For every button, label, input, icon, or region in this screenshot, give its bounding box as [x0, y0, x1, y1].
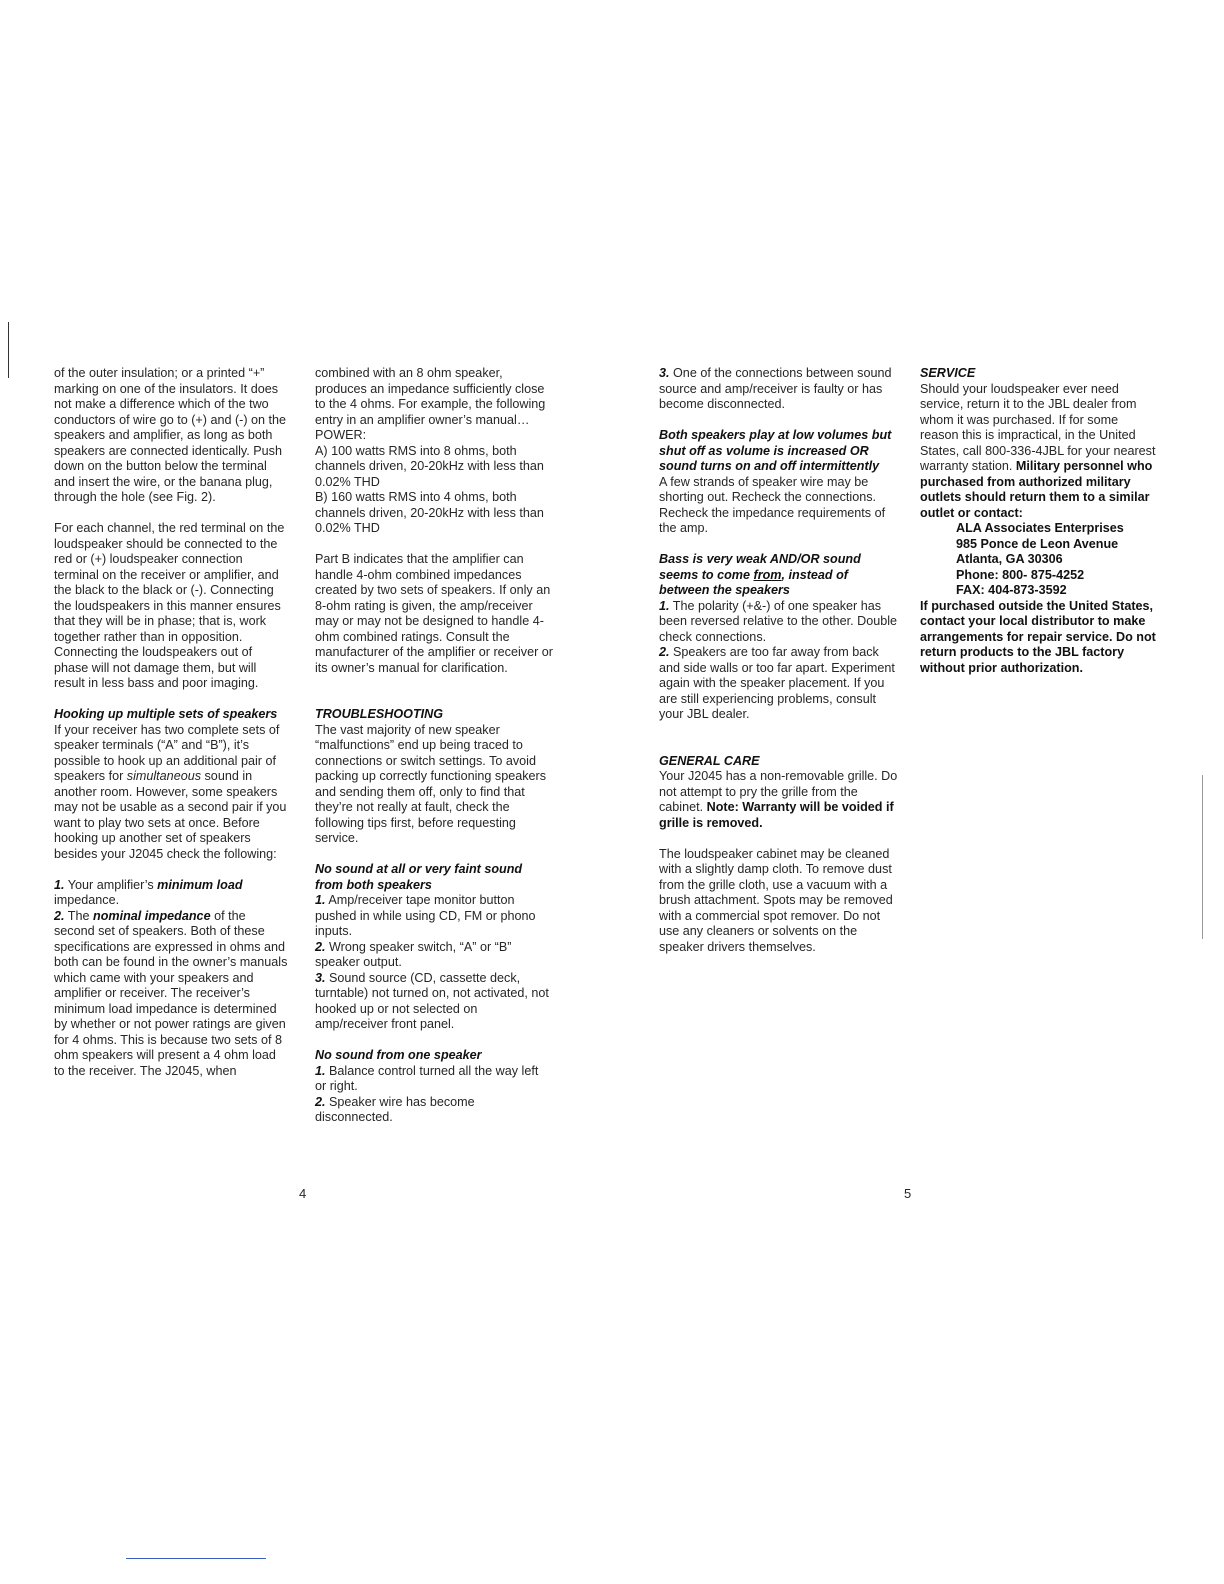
- address-fax: FAX: 404-873-3592: [956, 583, 1067, 597]
- paragraph-troubleshooting: The vast majority of new speaker “malfunctions” end up being traced to connections or switch settings. To avoid packing up correctly functioning speakers and sending them off, only to find that they’re not really at fault, check the following tips first, before requesting service.: [315, 722, 547, 845]
- address-street: 985 Ponce de Leon Avenue: [956, 536, 1119, 551]
- list-item-wire-disconnected: 2. Speaker wire has become disconnected.: [315, 1094, 475, 1124]
- power-spec-a: A) 100 watts RMS into 8 ohms, both channels driven, 20-20kHz with less than 0.02% THD: [315, 443, 544, 489]
- list-item-placement: 2. Speakers are too far away from back and side walls or too far apart. Experiment again with the speaker placement. If you are still experiencing problems, consult your JBL dealer.: [659, 645, 895, 721]
- heading-troubleshooting: TROUBLESHOOTING: [315, 707, 444, 721]
- paragraph-low-volume: A few strands of speaker wire may be shorting out. Recheck the connections. Recheck the impedance requirements of the amp.: [659, 474, 886, 535]
- column-3: [659, 366, 899, 971]
- column-1: [54, 366, 288, 1079]
- list-item-balance: 1. Balance control turned all the way left or right.: [315, 1063, 539, 1093]
- paragraph-multiple-speakers: If your receiver has two complete sets of speaker terminals (“A” and “B”), it’s possible to hook up an additional pair of speakers for simultaneous sound in another room. However, some speakers may not be usable as a second pair if you want to play two sets at once. Before hooking up another set of speakers besides your J2045 check the following:: [54, 722, 287, 861]
- page-number-left: 4: [299, 1186, 307, 1201]
- right-edge-mark: [1202, 775, 1203, 939]
- list-item-polarity: 1. The polarity (+&-) of one speaker has been reversed relative to the other. Double check connections.: [659, 598, 898, 644]
- list-item-tape-monitor: 1. Amp/receiver tape monitor button pushed in while using CD, FM or phono inputs.: [315, 893, 536, 938]
- paragraph-wiring-polarity: of the outer insulation; or a printed “+” marking on one of the insulators. It does not make a difference which of the two conductors of wire go to (+) and (-) on the speakers and amplifier, as long as both speakers are connected identically. Push down on the button below the terminal and insert the wire, or the banana plug, through the hole (see Fig. 2).: [54, 366, 287, 504]
- address-company: ALA Associates Enterprises: [956, 521, 1124, 535]
- heading-no-sound-one-speaker: No sound from one speaker: [315, 1048, 482, 1062]
- heading-no-sound: No sound at all or very faint sound from both speakers: [315, 862, 523, 892]
- paragraph-grille: Your J2045 has a non-removable grille. Do not attempt to pry the grille from the cabinet. Note: Warranty will be voided if grille is removed.: [659, 769, 898, 830]
- bottom-link-line: [126, 1558, 266, 1559]
- address-city: Atlanta, GA 30306: [956, 552, 1063, 566]
- paragraph-outside-us: If purchased outside the United States, contact your local distributor to make arrangements for repair service. Do not return products to the JBL factory without prior authorization.: [920, 598, 1156, 675]
- address-phone: Phone: 800- 875-4252: [956, 567, 1085, 582]
- heading-multiple-speakers: Hooking up multiple sets of speakers: [54, 707, 278, 721]
- power-label: POWER:: [315, 428, 367, 442]
- list-item-nominal-impedance: 2. The nominal impedance of the second set of speakers. Both of these specifications are expressed in ohms and both can be found in the owner’s manuals which came with your speakers and amplifier or receiver. The receiver’s minimum load impedance is determined by whether or not power ratings are given for 4 ohms. This is because two sets of 8 ohm speakers will present a 4 ohm load to the receiver. The J2045, when: [54, 908, 288, 1078]
- list-item-connection-faulty: 3. One of the connections between sound source and amp/receiver is faulty or has become disconnected.: [659, 366, 892, 411]
- heading-low-volume: Both speakers play at low volumes but shut off as volume is increased OR sound turns on and off intermittently: [659, 428, 892, 473]
- power-spec-b: B) 160 watts RMS into 4 ohms, both channels driven, 20-20kHz with less than 0.02% THD: [315, 490, 544, 535]
- heading-general-care: GENERAL CARE: [659, 753, 760, 768]
- page-number-right: 5: [904, 1186, 912, 1201]
- paragraph-channel-connection: For each channel, the red terminal on the loudspeaker should be connected to the red or (+) loudspeaker connection terminal on the receiver or amplifier, and the black to the black or (-). Connecting the loudspeakers in this manner ensures that they will be in phase; that is, work together rather than in opposition. Connecting the loudspeakers out of phase will not damage them, but will result in less bass and poor imaging.: [54, 521, 285, 690]
- list-item-sound-source: 3. Sound source (CD, cassette deck, turntable) not turned on, not activated, not hooked up or not selected on amp/receiver front panel.: [315, 970, 549, 1031]
- list-item-speaker-switch: 2. Wrong speaker switch, “A” or “B” speaker output.: [315, 939, 512, 969]
- column-4: [920, 366, 1160, 676]
- heading-weak-bass: Bass is very weak AND/OR sound seems to come from, instead of between the speakers: [659, 552, 861, 597]
- heading-service: SERVICE: [920, 366, 976, 380]
- paragraph-part-b: Part B indicates that the amplifier can handle 4-ohm combined impedances created by two sets of speakers. If only an 8-ohm rating is given, the amp/receiver may or may not be designed to handle 4-ohm combined ratings. Consult the manufacturer of the amplifier or receiver or its owner’s manual for clarification.: [315, 552, 553, 675]
- list-item-minimum-load: 1. Your amplifier’s minimum load impedance.: [54, 877, 243, 907]
- column-2: [315, 366, 553, 1126]
- paragraph-combined-impedance: combined with an 8 ohm speaker, produces an impedance sufficiently close to the 4 ohms. For example, the following entry in an amplifier owner’s manual…: [315, 366, 546, 427]
- paragraph-cleaning: The loudspeaker cabinet may be cleaned with a slightly damp cloth. To remove dust from the grille cloth, use a vacuum with a brush attachment. Spots may be removed with a commercial spot remover. Do not use any cleaners or solvents on the speaker drivers themselves.: [659, 846, 893, 954]
- paragraph-service: Should your loudspeaker ever need service, return it to the JBL dealer from whom it was purchased. If for some reason this is impractical, in the United States, call 800-336-4JBL for your nearest warranty station. Military personnel who purchased from authorized military outlets should return them to a similar outlet or contact:: [920, 381, 1156, 520]
- left-edge-mark: [8, 322, 9, 378]
